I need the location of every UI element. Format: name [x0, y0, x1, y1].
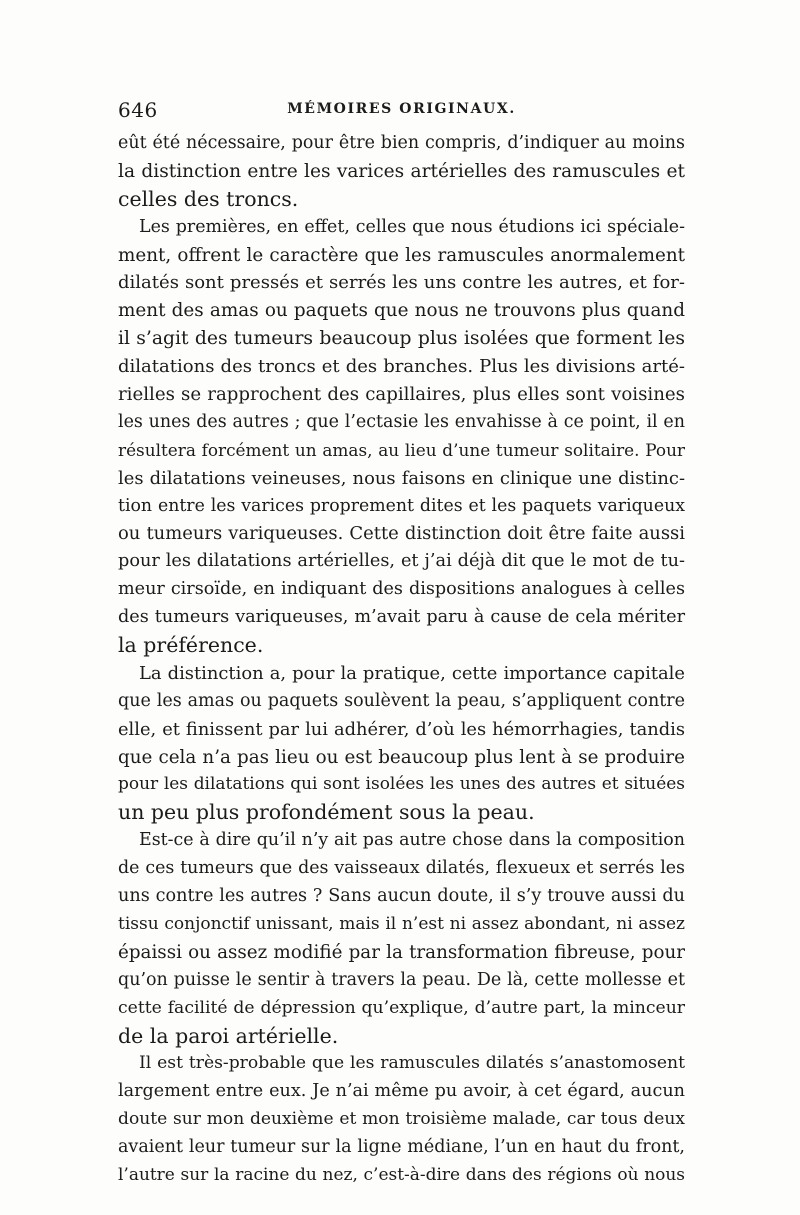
text-line: que cela n’a pas lieu ou est beaucoup plus lent à se produire: [118, 746, 685, 768]
text-line: l’autre sur la racine du nez, c’est-à-dire dans des régions où nous: [118, 1164, 685, 1185]
text-line: Les premières, en effet, celles que nous étudions ici spéciale-: [139, 216, 685, 237]
running-head: [118, 98, 685, 124]
paragraph-composition: [118, 827, 685, 1050]
text-line: Est-ce à dire qu’il n’y ait pas autre chose dans la composition: [139, 830, 685, 851]
text-line: cette facilité de dépression qu’explique, d’autre part, la minceur: [118, 997, 685, 1018]
text-line: ou tumeurs variqueuses. Cette distinction doit être faite aussi: [118, 523, 685, 545]
text-line: La distinction a, pour la pratique, cette importance capitale: [139, 662, 685, 684]
text-line: avaient leur tumeur sur la ligne médiane, l’un en haut du front,: [118, 1137, 685, 1158]
paragraph-ramuscules: [118, 214, 685, 660]
text-line: les dilatations veineuses, nous faisons en clinique une distinc-: [118, 467, 685, 489]
text-line: eût été nécessaire, pour être bien compris, d’indiquer au moins: [118, 133, 685, 153]
text-line: tissu conjonctif unissant, mais il n’est ni assez abondant, ni assez: [118, 913, 685, 934]
text-line: épaissi ou assez modifié par la transformation fibreuse, pour: [118, 941, 685, 963]
running-title: MÉMOIRES ORIGINAUX.: [287, 101, 516, 117]
text-line: largement entre eux. Je n’ai même pu avoir, à cet égard, aucun: [118, 1081, 685, 1102]
text-line: doute sur mon deuxième et mon troisième malade, car tous deux: [118, 1109, 685, 1130]
text-line: tion entre les varices proprement dites et les paquets variqueux: [118, 495, 685, 516]
page-number: 646: [118, 98, 158, 122]
body-text: [118, 130, 685, 1190]
text-line: que les amas ou paquets soulèvent la peau, s’appliquent contre: [118, 690, 685, 711]
text-line: résultera forcément un amas, au lieu d’une tumeur solitaire. Pour: [118, 439, 685, 460]
text-line: un peu plus profondément sous la peau.: [118, 800, 535, 825]
text-line: dilatés sont pressés et serrés les uns contre les autres, et for-: [118, 272, 685, 294]
text-line: ment, offrent le caractère que les ramuscules anormalement: [118, 244, 685, 266]
text-line: Il est très-probable que les ramuscules dilatés s’anastomosent: [139, 1053, 685, 1074]
text-line: qu’on puisse le sentir à travers la peau. De là, cette mollesse et: [118, 969, 685, 990]
text-line: de ces tumeurs que des vaisseaux dilatés, flexueux et serrés les: [118, 858, 685, 879]
paragraph-anastomoses: [118, 1050, 685, 1189]
text-line: dilatations des troncs et des branches. Plus les divisions arté-: [118, 356, 685, 378]
text-line: uns contre les autres ? Sans aucun doute, il s’y trouve aussi du: [118, 886, 685, 907]
text-line: pour les dilatations artérielles, et j’ai déjà dit que le mot de tu-: [118, 551, 685, 572]
text-line: ment des amas ou paquets que nous ne trouvons plus quand: [118, 300, 685, 322]
text-line: la distinction entre les varices artérielles des ramuscules et: [118, 160, 685, 182]
paragraph-distinction: [118, 660, 685, 827]
paragraph-continuation: [118, 130, 685, 214]
text-line: de la paroi artérielle.: [118, 1023, 339, 1048]
text-line: des tumeurs variqueuses, m’avait paru à cause de cela mériter: [118, 607, 685, 628]
text-line: il s’agit des tumeurs beaucoup plus isolées que forment les: [118, 328, 685, 350]
text-line: elle, et finissent par lui adhérer, d’où les hémorrhagies, tandis: [118, 718, 685, 740]
text-line: rielles se rapprochent des capillaires, plus elles sont voisines: [118, 384, 685, 406]
text-line: les unes des autres ; que l’ectasie les envahisse à ce point, il en: [118, 411, 685, 432]
text-line: pour les dilatations qui sont isolées les unes des autres et situées: [118, 774, 685, 795]
text-line: celles des troncs.: [118, 186, 299, 211]
text-line: la préférence.: [118, 633, 264, 658]
text-line: meur cirsoïde, en indiquant des dispositions analogues à celles: [118, 579, 685, 600]
